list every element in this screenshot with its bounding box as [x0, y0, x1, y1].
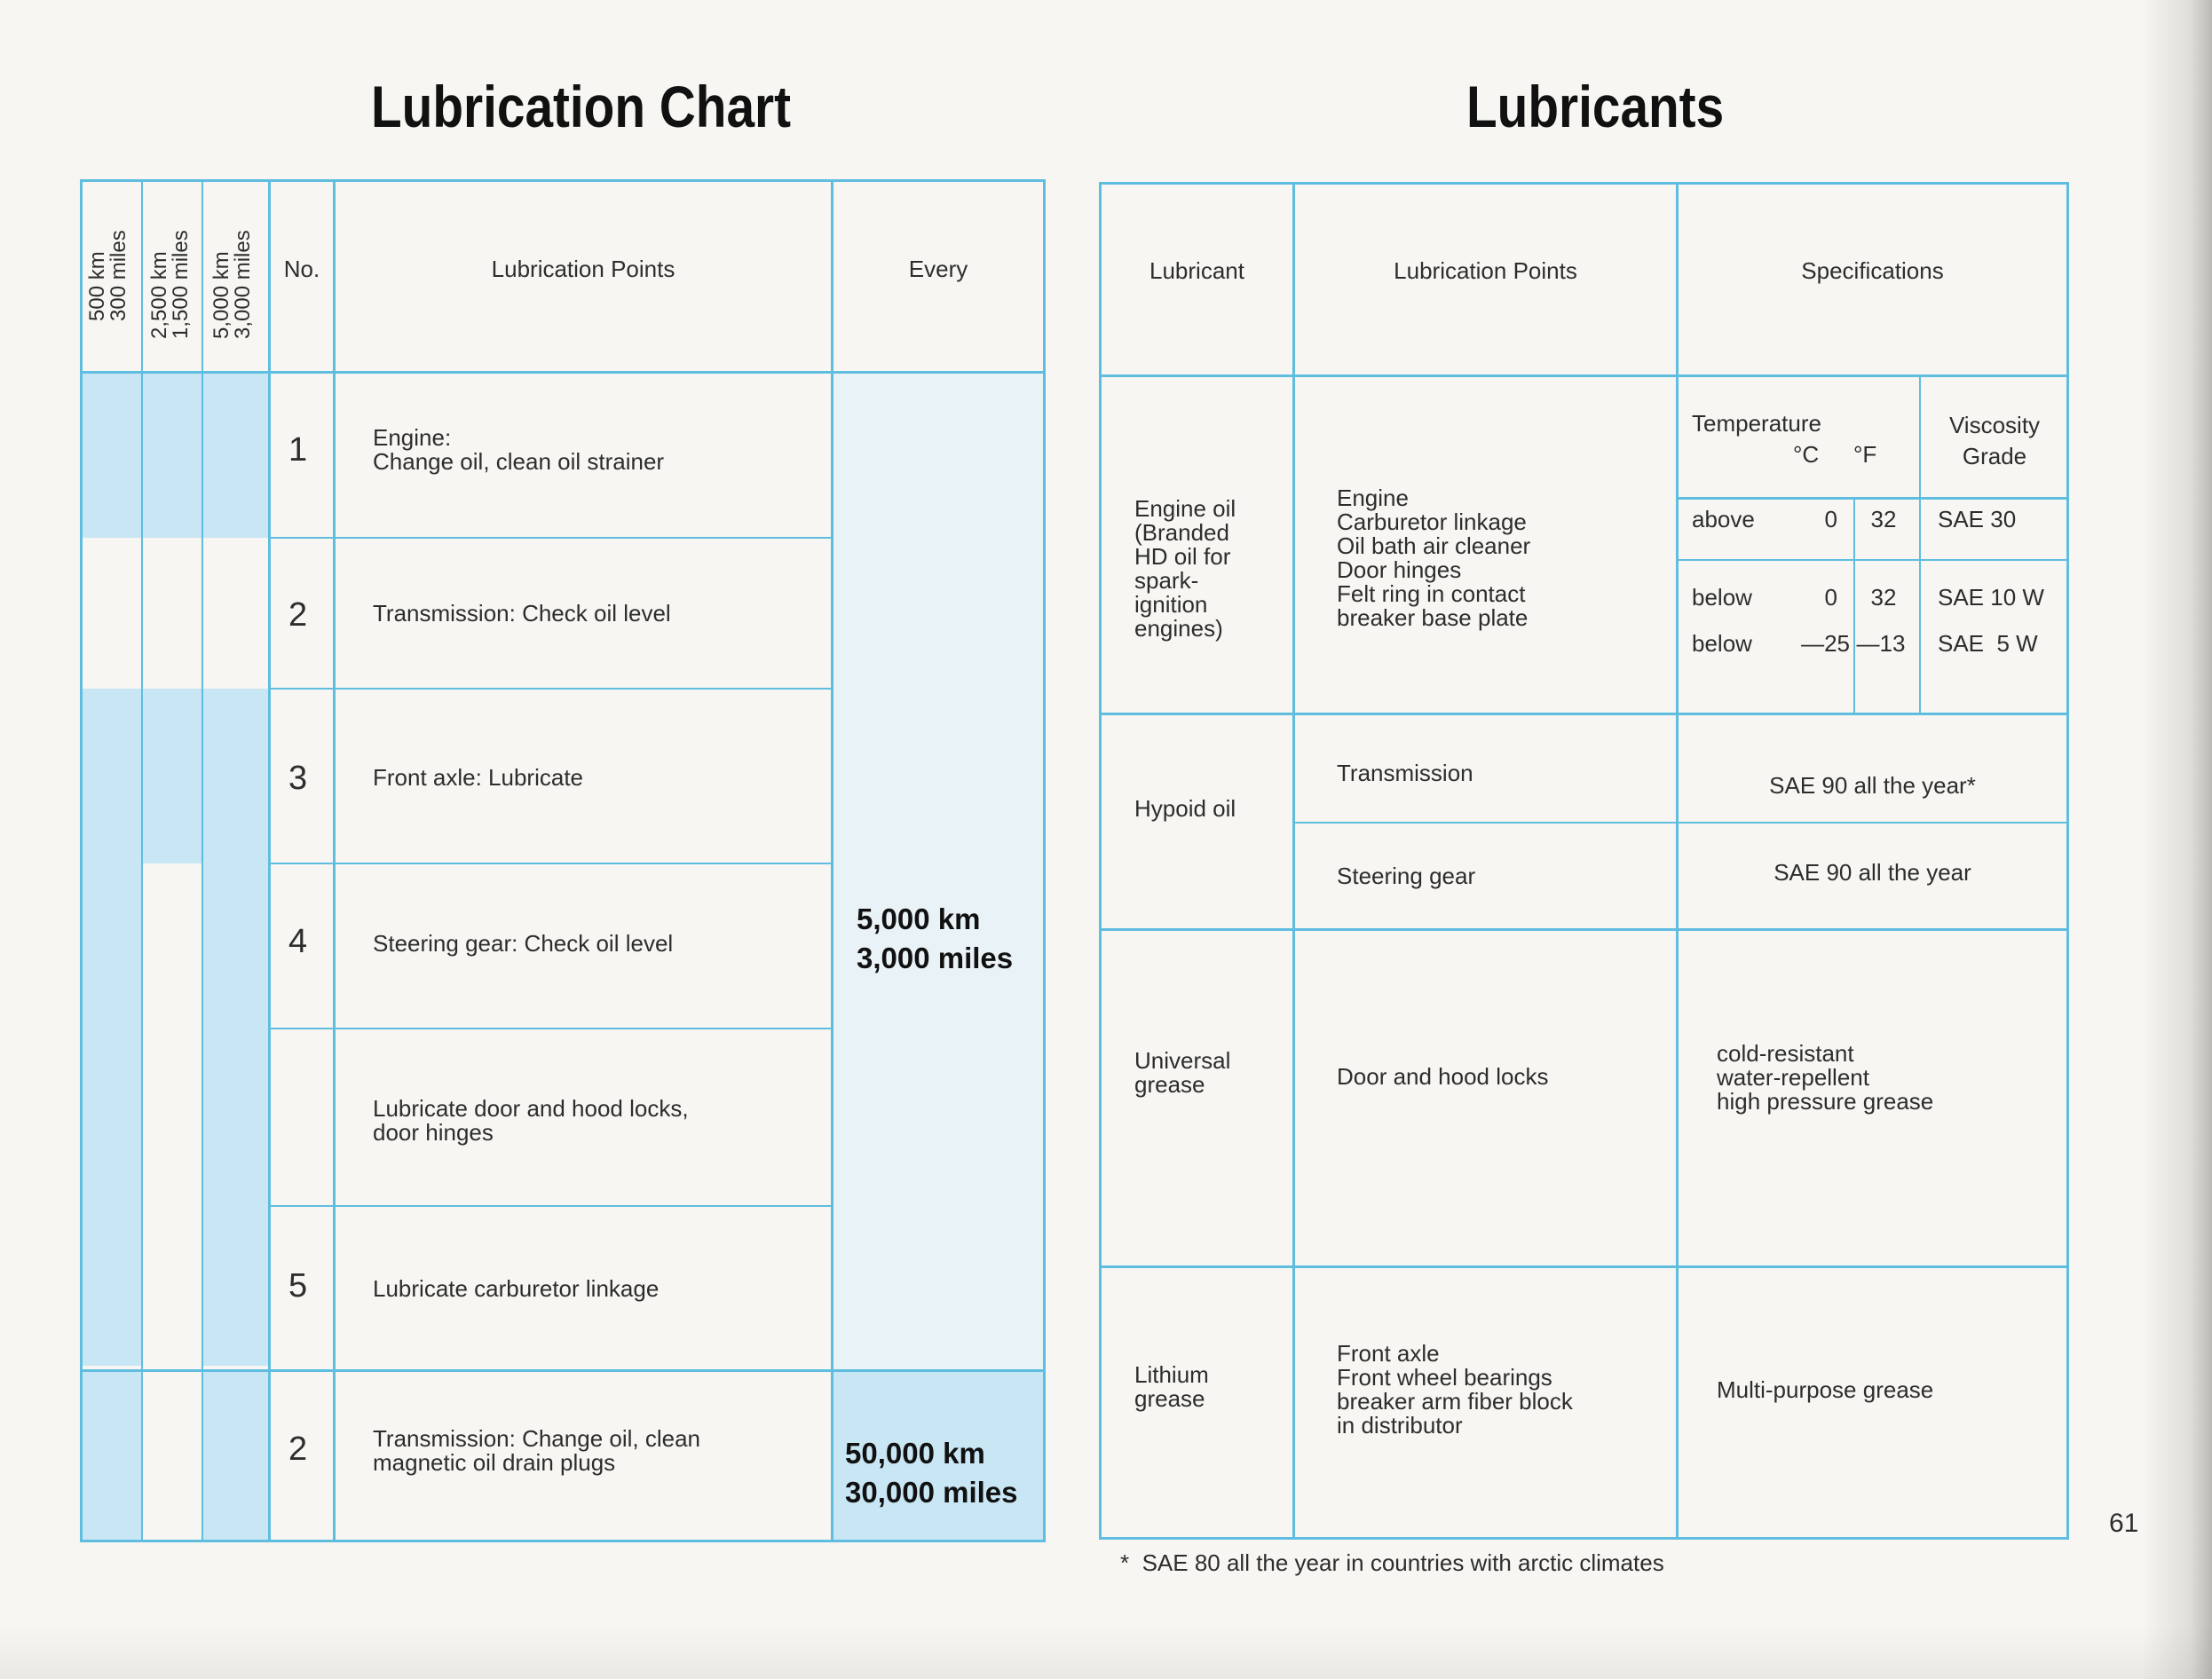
lubrication-point: Front axle: Lubricate — [373, 764, 584, 791]
table-rule — [268, 1205, 833, 1207]
engine-oil-points: Engine Carburetor linkage Oil bath air cleaner Door hinges Felt ring in contact breaker base plate — [1337, 485, 1531, 631]
interval-header-2500km: 2,500 km 1,500 miles — [147, 230, 193, 339]
lubrication-point: Lubricate carburetor linkage — [373, 1275, 660, 1302]
table-rule — [1099, 713, 2069, 715]
table-rule — [80, 371, 1046, 374]
table-rule — [268, 179, 271, 1542]
interval-fill-col-1 — [82, 863, 142, 1366]
table-rule — [1099, 182, 1102, 1540]
lubricant-hypoid-oil: Hypoid oil — [1134, 795, 1236, 822]
table-rule — [141, 179, 143, 1542]
temp-condition: below — [1692, 584, 1752, 611]
table-rule — [268, 537, 833, 539]
lubricant-universal-grease: Universal grease — [1134, 1047, 1231, 1098]
table-rule — [333, 179, 336, 1542]
unit-celsius: °C — [1793, 441, 1820, 468]
row-number: 1 — [288, 431, 308, 469]
hypoid-point-transmission: Transmission — [1337, 760, 1473, 786]
lubrication-point: Lubricate door and hood locks, door hinges — [373, 1095, 689, 1146]
lubricant-engine-oil: Engine oil (Branded HD oil for spark- ignition engines) — [1134, 495, 1236, 642]
lubrication-chart-title: Lubrication Chart — [371, 74, 792, 139]
hypoid-spec-steering-gear: SAE 90 all the year — [1774, 859, 1971, 886]
temp-fahrenheit: 32 — [1870, 506, 1897, 532]
lithium-grease-spec: Multi-purpose grease — [1717, 1376, 1934, 1403]
page-bottom-shadow — [0, 1626, 2212, 1679]
row-number: 2 — [288, 1431, 308, 1468]
interval-fill-row-1 — [82, 373, 269, 538]
hypoid-point-steering-gear: Steering gear — [1337, 863, 1476, 889]
temp-condition: above — [1692, 506, 1755, 532]
table-rule — [201, 179, 203, 1542]
column-header-specifications: Specifications — [1801, 257, 1944, 284]
table-rule — [268, 688, 833, 690]
temp-fahrenheit: 32 — [1870, 584, 1897, 611]
table-rule — [1099, 1265, 2069, 1268]
column-header-no: No. — [283, 256, 320, 282]
row-number: 2 — [288, 596, 308, 634]
table-rule — [1676, 559, 2069, 561]
column-header-lubrication-points: Lubrication Points — [491, 256, 675, 282]
footnote: * SAE 80 all the year in countries with arctic climates — [1120, 1549, 1664, 1576]
table-rule — [80, 1540, 1046, 1542]
lubricant-lithium-grease: Lithium grease — [1134, 1361, 1209, 1412]
interval-fill-last-col-1 — [82, 1370, 142, 1541]
temperature-label: Temperature — [1692, 410, 1821, 437]
temp-celsius: 0 — [1824, 506, 1837, 532]
table-rule — [1099, 374, 2069, 377]
column-header-every: Every — [908, 256, 968, 282]
universal-grease-spec: cold-resistant water-repellent high pressure grease — [1717, 1040, 1934, 1115]
temp-celsius: —25 — [1801, 630, 1850, 657]
table-rule — [1292, 822, 2069, 824]
row-number: 3 — [288, 760, 308, 797]
table-rule — [2066, 182, 2069, 1540]
table-rule — [1099, 928, 2069, 931]
unit-fahrenheit: °F — [1853, 441, 1877, 468]
table-rule — [268, 1028, 833, 1029]
table-rule — [268, 863, 833, 864]
row-number: 4 — [288, 923, 308, 960]
interval-fill-row-3 — [82, 689, 269, 863]
column-header-lubrication-points: Lubrication Points — [1394, 257, 1577, 284]
table-rule — [831, 179, 833, 1542]
lubrication-point: Steering gear: Check oil level — [373, 930, 674, 957]
table-rule — [1676, 497, 2069, 500]
table-rule — [1292, 182, 1295, 1540]
page-edge-shadow — [2141, 0, 2212, 1679]
lubrication-point: Engine: Change oil, clean oil strainer — [373, 424, 665, 475]
temp-celsius: 0 — [1824, 584, 1837, 611]
table-rule — [1043, 179, 1046, 1542]
interval-fill-col-3 — [202, 863, 269, 1366]
interval-header-500km: 500 km 300 miles — [85, 230, 130, 321]
row-number: 5 — [288, 1267, 308, 1305]
lubrication-point: Transmission: Check oil level — [373, 600, 671, 627]
viscosity-grade-label: Viscosity Grade — [1948, 412, 2041, 469]
temp-fahrenheit: —13 — [1856, 630, 1906, 657]
lubrication-point: Transmission: Change oil, clean magnetic oil drain plugs — [373, 1425, 700, 1476]
viscosity-grade: SAE 30 — [1938, 506, 2017, 532]
interval-header-5000km: 5,000 km 3,000 miles — [209, 230, 255, 339]
table-rule — [80, 1369, 1046, 1372]
temp-condition: below — [1692, 630, 1752, 657]
lubricants-title: Lubricants — [1466, 74, 1725, 139]
table-rule — [80, 179, 83, 1542]
page-number: 61 — [2109, 1509, 2139, 1538]
interval-fill-last-col-3 — [202, 1370, 269, 1541]
viscosity-grade: SAE 10 W — [1938, 584, 2044, 611]
column-header-lubricant: Lubricant — [1149, 257, 1244, 284]
every-fill-5000 — [833, 373, 1044, 1370]
interval-every-50000km: 50,000 km 30,000 miles — [845, 1437, 1018, 1509]
table-rule — [1099, 182, 2069, 185]
viscosity-grade: SAE 5 W — [1938, 630, 2038, 657]
interval-every-5000km: 5,000 km 3,000 miles — [857, 903, 1014, 974]
hypoid-spec-transmission: SAE 90 all the year* — [1769, 772, 1976, 799]
table-rule — [80, 179, 1046, 182]
table-rule — [1853, 497, 1855, 713]
table-rule — [1099, 1537, 2069, 1540]
universal-grease-points: Door and hood locks — [1337, 1063, 1549, 1090]
lithium-grease-points: Front axle Front wheel bearings breaker arm fiber block in distributor — [1337, 1340, 1573, 1439]
